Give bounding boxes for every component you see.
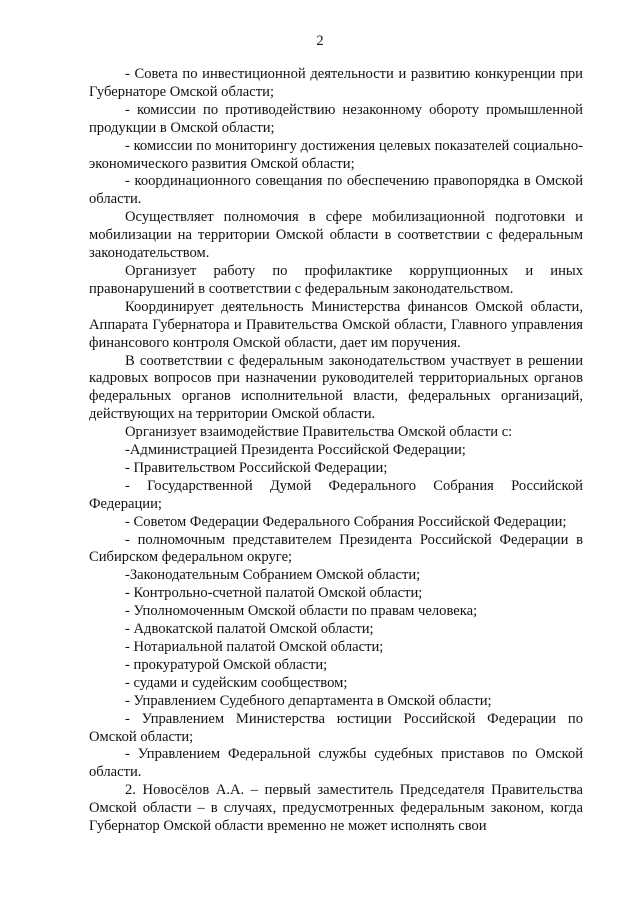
paragraph: - комиссии по мониторингу достижения целевых показателей социально-экономического развития Омской области; <box>89 137 583 172</box>
paragraph: - Уполномоченным Омской области по правам человека; <box>125 603 478 620</box>
paragraph: - Советом Федерации Федерального Собрания Российской Федерации; <box>125 513 567 530</box>
paragraph: - прокуратурой Омской области; <box>125 656 328 673</box>
paragraph: - комиссии по противодействию незаконному обороту промышленной продукции в Омской области; <box>89 101 583 136</box>
paragraph: - полномочным представителем Президента Российской Федерации в Сибирском федеральном округе; <box>89 531 583 566</box>
paragraph: - судами и судейским сообществом; <box>125 674 348 691</box>
paragraph: -Администрацией Президента Российской Федерации; <box>125 442 466 459</box>
paragraph: - Управлением Федеральной службы судебных приставов по Омской области. <box>89 746 583 781</box>
paragraph: Организует взаимодействие Правительства Омской области с: <box>125 424 513 441</box>
paragraph: - Правительством Российской Федерации; <box>125 459 388 476</box>
paragraph: -Законодательным Собранием Омской области; <box>125 567 421 584</box>
paragraph: В соответствии с федеральным законодательством участвует в решении кадровых вопросов при назначении руководителей территориальных органов федеральных органов исполнительной власти, федеральных организаций, действующих на территории Омской области. <box>89 352 583 423</box>
paragraph: Организует работу по профилактике коррупционных и иных правонарушений в соответствии с федеральным законодательством. <box>89 262 583 297</box>
paragraph: - Адвокатской палатой Омской области; <box>125 621 374 638</box>
document-body <box>89 66 583 836</box>
paragraph: - Государственной Думой Федерального Собрания Российской Федерации; <box>89 477 583 512</box>
paragraph: - координационного совещания по обеспечению правопорядка в Омской области. <box>89 173 583 208</box>
paragraph: Координирует деятельность Министерства финансов Омской области, Аппарата Губернатора и Правительства Омской области, Главного управления финансового контроля Омской области, дает им поручения. <box>89 298 583 351</box>
paragraph: - Совета по инвестиционной деятельности и развитию конкуренции при Губернаторе Омской области; <box>89 66 583 100</box>
paragraph: Осуществляет полномочия в сфере мобилизационной подготовки и мобилизации на территории Омской области в соответствии с федеральным законодательством. <box>89 209 583 262</box>
paragraph: 2. Новосёлов А.А. – первый заместитель Председателя Правительства Омской области – в случаях, предусмотренных федеральным законом, когда Губернатор Омской области временно не может исполнять свои <box>89 782 583 835</box>
paragraph: - Контрольно-счетной палатой Омской области; <box>125 585 423 602</box>
paragraph: - Управлением Министерства юстиции Российской Федерации по Омской области; <box>89 710 583 745</box>
paragraph: - Управлением Судебного департамента в Омской области; <box>125 692 492 709</box>
page-number: 2 <box>316 33 324 49</box>
paragraph: - Нотариальной палатой Омской области; <box>125 639 384 655</box>
